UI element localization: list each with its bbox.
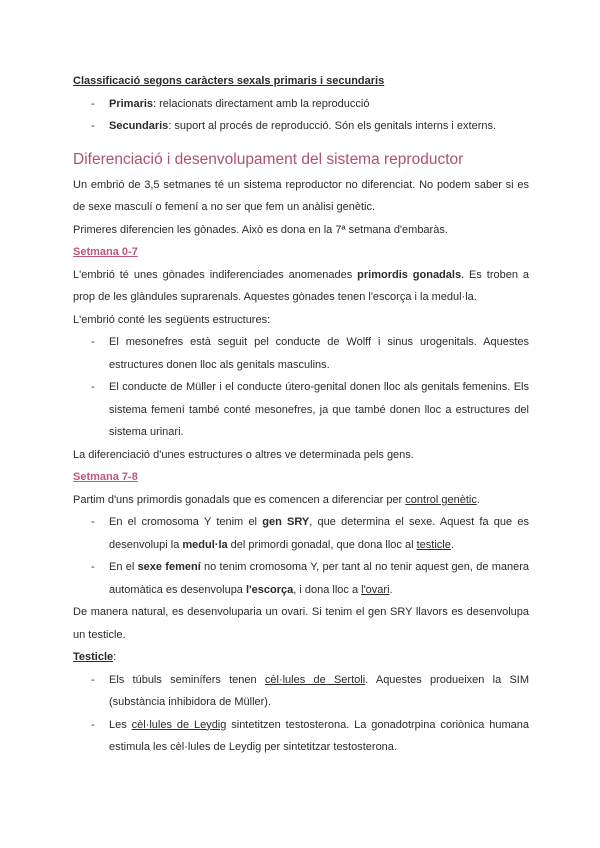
subheading-testicle: Testicle: bbox=[73, 651, 117, 663]
section-heading-classification: Classificació segons caràcters sexals primaris i secundaris bbox=[73, 75, 385, 87]
list-item: - Les cèl·lules de Leydig sintetitzen testosterona. La gonadotrpina coriònica humana estimula les cèl·lules de Leydig per sintetitzar testosterona. bbox=[91, 718, 529, 753]
paragraph: De manera natural, es desenvoluparia un ovari. Si tenim el gen SRY llavors es desenvolupa un testicle. bbox=[73, 606, 529, 641]
list-item: - Els túbuls seminífers tenen cèl·lules de Sertoli. Aquestes produeixen la SIM (substància inhibidora de Müller). bbox=[91, 673, 530, 708]
list-item: - En el sexe femení no tenim cromosoma Y, per tant al no tenir aquest gen, de manera automàtica es desenvolupa l'escorça, i dona lloc a l'ovari. bbox=[91, 561, 530, 596]
list-item: - Secundaris: suport al procés de reproducció. Són els genitals interns i externs. bbox=[91, 120, 497, 132]
classification-list bbox=[73, 93, 529, 138]
paragraph: Partim d'uns primordis gonadals que es comencen a diferenciar per control genètic. bbox=[73, 493, 480, 506]
list-item: - El conducte de Müller i el conducte útero-genital donen lloc als genitals femenins. Els sistema femení també conté mesonefres, ja que també donen lloc a estructures del sistema urinari. bbox=[91, 381, 529, 438]
list-item: - El mesonefres està seguit pel conducte de Wolff i sinus urogenitals. Aquestes estructures donen lloc als genitals masculins. bbox=[91, 336, 529, 371]
subheading-week-0-7: Setmana 0-7 bbox=[73, 246, 138, 258]
genetics-list bbox=[73, 511, 529, 601]
document-page bbox=[73, 70, 529, 759]
paragraph: Un embrió de 3,5 setmanes té un sistema reproductor no diferenciat. No podem saber si es de sexe masculí o femení a no ser que fem un anàlisi genètic. bbox=[73, 178, 529, 213]
main-heading: Diferenciació i desenvolupament del sistema reproductor bbox=[73, 150, 464, 168]
structures-list bbox=[73, 331, 529, 444]
paragraph: L'embrió conté les següents estructures: bbox=[73, 313, 271, 326]
paragraph: Primeres diferencien les gònades. Això es dona en la 7ª setmana d'embaràs. bbox=[73, 223, 448, 236]
subheading-week-7-8: Setmana 7-8 bbox=[73, 471, 138, 483]
paragraph: La diferenciació d'unes estructures o altres ve determinada pels gens. bbox=[73, 448, 414, 461]
paragraph: L'embrió té unes gònades indiferenciades anomenades primordis gonadals. Es troben a prop de les glàndules suprarenals. Aquestes gònades tenen l'escorça i la medul·la. bbox=[73, 268, 530, 303]
list-item: - En el cromosoma Y tenim el gen SRY, que determina el sexe. Aquest fa que es desenvolupi la medul·la del primordi gonadal, que dona lloc al testicle. bbox=[91, 516, 529, 551]
list-item: - Primaris: relacionats directament amb la reproducció bbox=[91, 97, 370, 110]
testicle-list bbox=[73, 669, 529, 759]
